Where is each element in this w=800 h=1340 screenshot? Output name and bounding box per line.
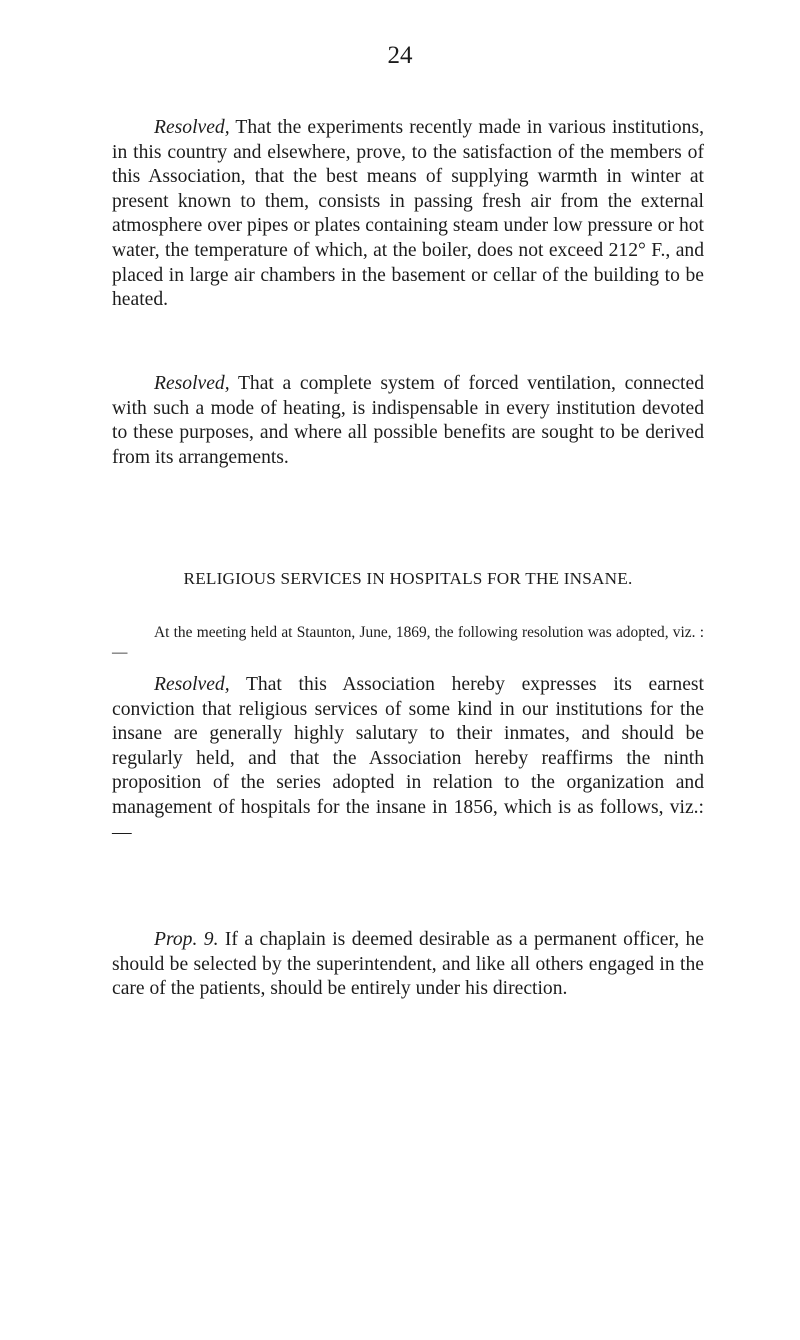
page-number: 24 [387, 42, 413, 69]
section-intro-note: At the meeting held at Staunton, June, 1869, the following resolution was adopted, viz. :— [112, 624, 704, 661]
paragraph-text: That the experiments recently made in various institutions, in this country and elsewhere, prove, to the satisfaction of the members of this Association, that the best means of supplying warmth in winter at present known to them, consists in passing fresh air from the external atmosphere over pipes or plates containing steam under low pressure or hot water, the temperature of which, at the boiler, does not exceed 212° F., and placed in large air chambers in the basement or cellar of the building to be heated. [112, 117, 704, 311]
resolution-heating-paragraph [112, 116, 704, 313]
paragraph-text: That a complete system of forced ventilation, connected with such a mode of heating, is indispensable in every institution devoted to these purposes, and where all possible benefits are sought to be derived from its arrangements. [112, 373, 704, 468]
paragraph-text: If a chaplain is deemed desirable as a permanent officer, he should be selected by the superintendent, and like all others engaged in the care of the patients, should be entirely under his direction. [112, 929, 704, 1000]
proposition-nine-paragraph [112, 928, 704, 1002]
paragraph-lead: Resolved, [154, 674, 230, 695]
paragraph-lead: Prop. 9. [154, 929, 219, 950]
paragraph-lead: Resolved, [154, 117, 230, 138]
resolution-religious-services-paragraph [112, 673, 704, 845]
section-heading: RELIGIOUS SERVICES IN HOSPITALS FOR THE INSANE. [183, 569, 633, 588]
paragraph-text: That this Association hereby expresses its earnest conviction that religious services of some kind in our institutions for the insane are generally highly salutary to their inmates, and should be regularly held, and that the Association hereby reaffirms the ninth proposition of the series adopted in relation to the organization and management of hospitals for the insane in 1856, which is as follows, viz.:— [112, 674, 704, 843]
paragraph-lead: Resolved, [154, 373, 230, 394]
resolution-ventilation-paragraph [112, 372, 704, 470]
